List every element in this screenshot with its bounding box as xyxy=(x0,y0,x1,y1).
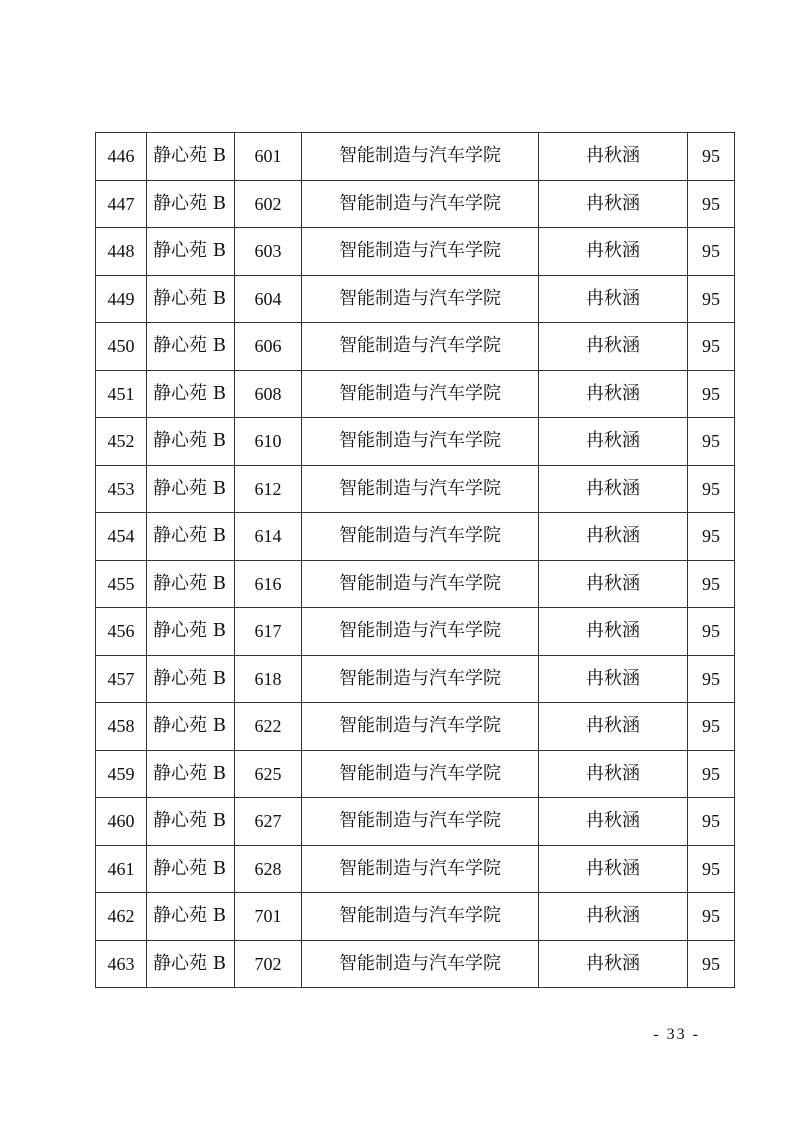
college-cell: 智能制造与汽车学院 xyxy=(302,133,539,181)
name-cell: 冉秋涵 xyxy=(539,323,688,371)
table-row xyxy=(96,893,735,941)
name-cell: 冉秋涵 xyxy=(539,845,688,893)
score-cell: 95 xyxy=(688,703,735,751)
name-cell: 冉秋涵 xyxy=(539,418,688,466)
room-number-cell: 622 xyxy=(235,703,302,751)
row-number-cell: 450 xyxy=(96,323,147,371)
name-cell: 冉秋涵 xyxy=(539,703,688,751)
building-cell: 静心苑 B xyxy=(147,465,235,513)
name-cell: 冉秋涵 xyxy=(539,655,688,703)
table-row xyxy=(96,608,735,656)
score-cell: 95 xyxy=(688,180,735,228)
table-row xyxy=(96,703,735,751)
room-number-cell: 606 xyxy=(235,323,302,371)
score-cell: 95 xyxy=(688,798,735,846)
college-cell: 智能制造与汽车学院 xyxy=(302,893,539,941)
room-number-cell: 602 xyxy=(235,180,302,228)
room-number-cell: 604 xyxy=(235,275,302,323)
building-cell: 静心苑 B xyxy=(147,323,235,371)
score-cell: 95 xyxy=(688,750,735,798)
table-row xyxy=(96,133,735,181)
score-cell: 95 xyxy=(688,560,735,608)
row-number-cell: 462 xyxy=(96,893,147,941)
row-number-cell: 453 xyxy=(96,465,147,513)
building-cell: 静心苑 B xyxy=(147,845,235,893)
name-cell: 冉秋涵 xyxy=(539,940,688,988)
college-cell: 智能制造与汽车学院 xyxy=(302,275,539,323)
college-cell: 智能制造与汽车学院 xyxy=(302,228,539,276)
row-number-cell: 458 xyxy=(96,703,147,751)
room-number-cell: 608 xyxy=(235,370,302,418)
room-number-cell: 627 xyxy=(235,798,302,846)
room-number-cell: 618 xyxy=(235,655,302,703)
score-cell: 95 xyxy=(688,418,735,466)
score-cell: 95 xyxy=(688,655,735,703)
table-row xyxy=(96,845,735,893)
name-cell: 冉秋涵 xyxy=(539,180,688,228)
score-cell: 95 xyxy=(688,323,735,371)
building-cell: 静心苑 B xyxy=(147,608,235,656)
row-number-cell: 447 xyxy=(96,180,147,228)
table-row xyxy=(96,940,735,988)
room-number-cell: 616 xyxy=(235,560,302,608)
name-cell: 冉秋涵 xyxy=(539,893,688,941)
table-row xyxy=(96,513,735,561)
table-row xyxy=(96,798,735,846)
college-cell: 智能制造与汽车学院 xyxy=(302,465,539,513)
row-number-cell: 446 xyxy=(96,133,147,181)
college-cell: 智能制造与汽车学院 xyxy=(302,655,539,703)
row-number-cell: 449 xyxy=(96,275,147,323)
score-cell: 95 xyxy=(688,228,735,276)
page-number: - 33 - xyxy=(653,1026,700,1043)
table-row xyxy=(96,655,735,703)
name-cell: 冉秋涵 xyxy=(539,275,688,323)
table-row xyxy=(96,323,735,371)
score-cell: 95 xyxy=(688,845,735,893)
building-cell: 静心苑 B xyxy=(147,180,235,228)
building-cell: 静心苑 B xyxy=(147,940,235,988)
college-cell: 智能制造与汽车学院 xyxy=(302,798,539,846)
building-cell: 静心苑 B xyxy=(147,370,235,418)
building-cell: 静心苑 B xyxy=(147,655,235,703)
building-cell: 静心苑 B xyxy=(147,275,235,323)
name-cell: 冉秋涵 xyxy=(539,370,688,418)
college-cell: 智能制造与汽车学院 xyxy=(302,845,539,893)
name-cell: 冉秋涵 xyxy=(539,133,688,181)
building-cell: 静心苑 B xyxy=(147,703,235,751)
dormitory-score-table xyxy=(95,132,735,988)
name-cell: 冉秋涵 xyxy=(539,513,688,561)
room-number-cell: 610 xyxy=(235,418,302,466)
row-number-cell: 455 xyxy=(96,560,147,608)
room-number-cell: 625 xyxy=(235,750,302,798)
room-number-cell: 601 xyxy=(235,133,302,181)
name-cell: 冉秋涵 xyxy=(539,750,688,798)
table-body xyxy=(96,133,735,988)
name-cell: 冉秋涵 xyxy=(539,798,688,846)
room-number-cell: 614 xyxy=(235,513,302,561)
building-cell: 静心苑 B xyxy=(147,560,235,608)
score-cell: 95 xyxy=(688,893,735,941)
college-cell: 智能制造与汽车学院 xyxy=(302,323,539,371)
building-cell: 静心苑 B xyxy=(147,513,235,561)
row-number-cell: 463 xyxy=(96,940,147,988)
college-cell: 智能制造与汽车学院 xyxy=(302,180,539,228)
building-cell: 静心苑 B xyxy=(147,893,235,941)
college-cell: 智能制造与汽车学院 xyxy=(302,560,539,608)
room-number-cell: 603 xyxy=(235,228,302,276)
name-cell: 冉秋涵 xyxy=(539,608,688,656)
room-number-cell: 702 xyxy=(235,940,302,988)
row-number-cell: 460 xyxy=(96,798,147,846)
name-cell: 冉秋涵 xyxy=(539,560,688,608)
row-number-cell: 451 xyxy=(96,370,147,418)
table-row xyxy=(96,370,735,418)
table-row xyxy=(96,275,735,323)
row-number-cell: 448 xyxy=(96,228,147,276)
table-row xyxy=(96,180,735,228)
score-cell: 95 xyxy=(688,513,735,561)
table-row xyxy=(96,560,735,608)
row-number-cell: 454 xyxy=(96,513,147,561)
building-cell: 静心苑 B xyxy=(147,750,235,798)
college-cell: 智能制造与汽车学院 xyxy=(302,370,539,418)
row-number-cell: 461 xyxy=(96,845,147,893)
room-number-cell: 701 xyxy=(235,893,302,941)
college-cell: 智能制造与汽车学院 xyxy=(302,703,539,751)
building-cell: 静心苑 B xyxy=(147,228,235,276)
name-cell: 冉秋涵 xyxy=(539,228,688,276)
college-cell: 智能制造与汽车学院 xyxy=(302,513,539,561)
score-cell: 95 xyxy=(688,465,735,513)
table-row xyxy=(96,418,735,466)
room-number-cell: 628 xyxy=(235,845,302,893)
score-cell: 95 xyxy=(688,608,735,656)
row-number-cell: 457 xyxy=(96,655,147,703)
row-number-cell: 456 xyxy=(96,608,147,656)
college-cell: 智能制造与汽车学院 xyxy=(302,608,539,656)
room-number-cell: 612 xyxy=(235,465,302,513)
building-cell: 静心苑 B xyxy=(147,418,235,466)
score-cell: 95 xyxy=(688,133,735,181)
score-cell: 95 xyxy=(688,275,735,323)
row-number-cell: 452 xyxy=(96,418,147,466)
building-cell: 静心苑 B xyxy=(147,133,235,181)
dormitory-score-table-container xyxy=(95,132,734,988)
college-cell: 智能制造与汽车学院 xyxy=(302,750,539,798)
name-cell: 冉秋涵 xyxy=(539,465,688,513)
building-cell: 静心苑 B xyxy=(147,798,235,846)
score-cell: 95 xyxy=(688,940,735,988)
row-number-cell: 459 xyxy=(96,750,147,798)
room-number-cell: 617 xyxy=(235,608,302,656)
table-row xyxy=(96,465,735,513)
college-cell: 智能制造与汽车学院 xyxy=(302,418,539,466)
score-cell: 95 xyxy=(688,370,735,418)
table-row xyxy=(96,228,735,276)
college-cell: 智能制造与汽车学院 xyxy=(302,940,539,988)
table-row xyxy=(96,750,735,798)
